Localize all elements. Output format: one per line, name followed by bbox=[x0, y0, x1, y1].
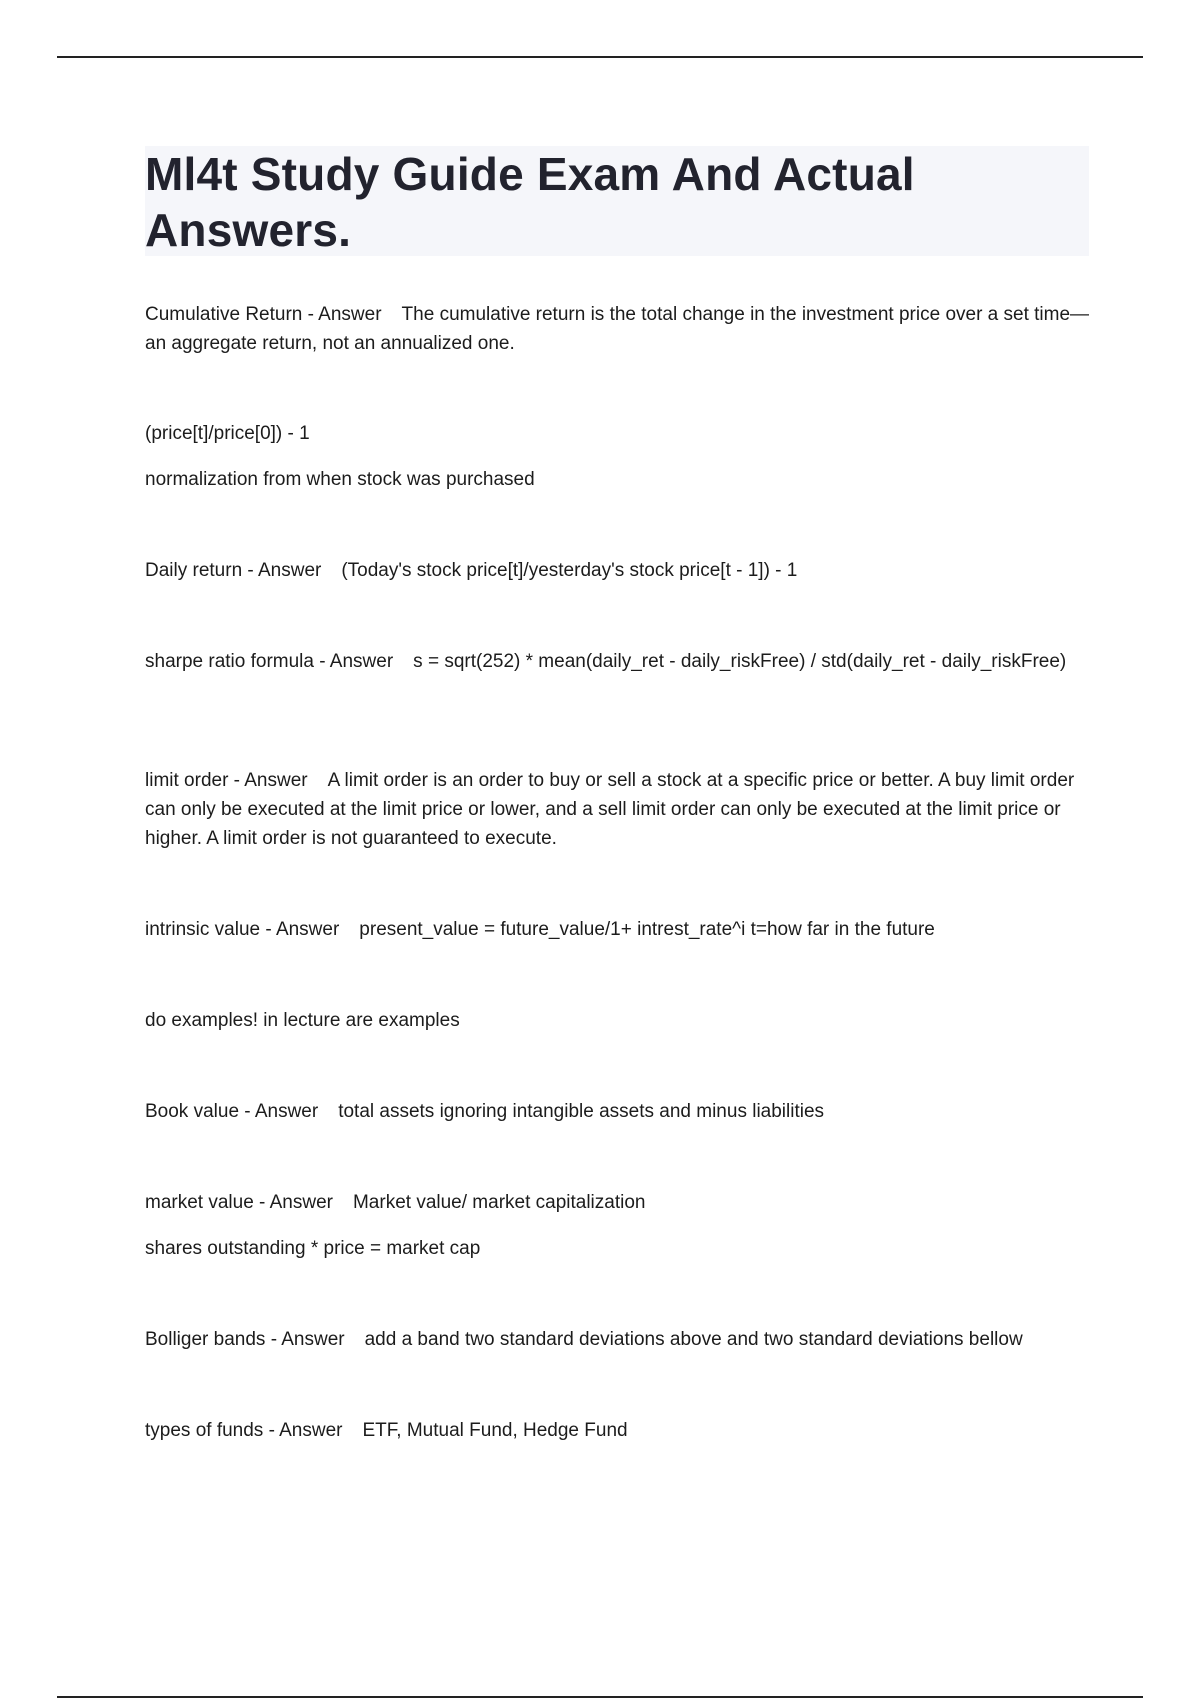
title-banner bbox=[145, 146, 1089, 256]
qa-entry bbox=[145, 1097, 1090, 1126]
qa-entry bbox=[145, 1188, 1090, 1217]
entry-answer: s = sqrt(252) * mean(daily_ret - daily_riskFree) / std(daily_ret - daily_riskFree) bbox=[413, 651, 1067, 672]
entry-term: Daily return - Answer bbox=[145, 560, 322, 581]
qa-entry bbox=[145, 915, 1090, 944]
qa-entry bbox=[145, 766, 1090, 853]
entry-answer: Market value/ market capitalization bbox=[352, 1192, 646, 1213]
entry-term: limit order - Answer bbox=[145, 770, 308, 791]
qa-entry bbox=[145, 1325, 1090, 1354]
page-title: Ml4t Study Guide Exam And Actual Answers. bbox=[145, 148, 915, 256]
entry-answer: total assets ignoring intangible assets and minus liabilities bbox=[338, 1101, 825, 1122]
entry-answer: The cumulative return is the total change in the investment price over a set time—an aggregate return, not an annualized one. bbox=[145, 304, 1090, 354]
bottom-rule bbox=[57, 1696, 1143, 1698]
entry-term: sharpe ratio formula - Answer bbox=[145, 651, 394, 672]
entry-answer: (Today's stock price[t]/yesterday's stock price[t - 1]) - 1 bbox=[341, 560, 798, 581]
entry-answer: A limit order is an order to buy or sell a stock at a specific price or better. A buy limit order can only be executed at the limit price or lower, and a sell limit order can only be executed at the limit price or higher. A limit order is not guaranteed to execute. bbox=[145, 770, 1075, 849]
entry-answer: present_value = future_value/1+ intrest_rate^i t=how far in the future bbox=[359, 919, 935, 940]
qa-entry bbox=[145, 1416, 1090, 1445]
entry-term: Bolliger bands - Answer bbox=[145, 1329, 345, 1350]
entry-answer: add a band two standard deviations above and two standard deviations bellow bbox=[364, 1329, 1023, 1350]
note-line: do examples! in lecture are examples bbox=[145, 1010, 460, 1031]
entry-term: Cumulative Return - Answer bbox=[145, 304, 382, 325]
entry-answer: ETF, Mutual Fund, Hedge Fund bbox=[362, 1420, 628, 1441]
note-line: normalization from when stock was purchased bbox=[145, 469, 535, 490]
formula-line: shares outstanding * price = market cap bbox=[145, 1238, 481, 1259]
entry-term: Book value - Answer bbox=[145, 1101, 319, 1122]
entry-term: market value - Answer bbox=[145, 1192, 333, 1213]
entry-term: types of funds - Answer bbox=[145, 1420, 343, 1441]
qa-entry bbox=[145, 300, 1090, 358]
qa-entry-text bbox=[145, 300, 1090, 358]
qa-entry bbox=[145, 556, 1090, 585]
qa-entry bbox=[145, 647, 1090, 676]
formula-line: (price[t]/price[0]) - 1 bbox=[145, 423, 310, 444]
top-rule bbox=[57, 56, 1143, 58]
entry-term: intrinsic value - Answer bbox=[145, 919, 340, 940]
